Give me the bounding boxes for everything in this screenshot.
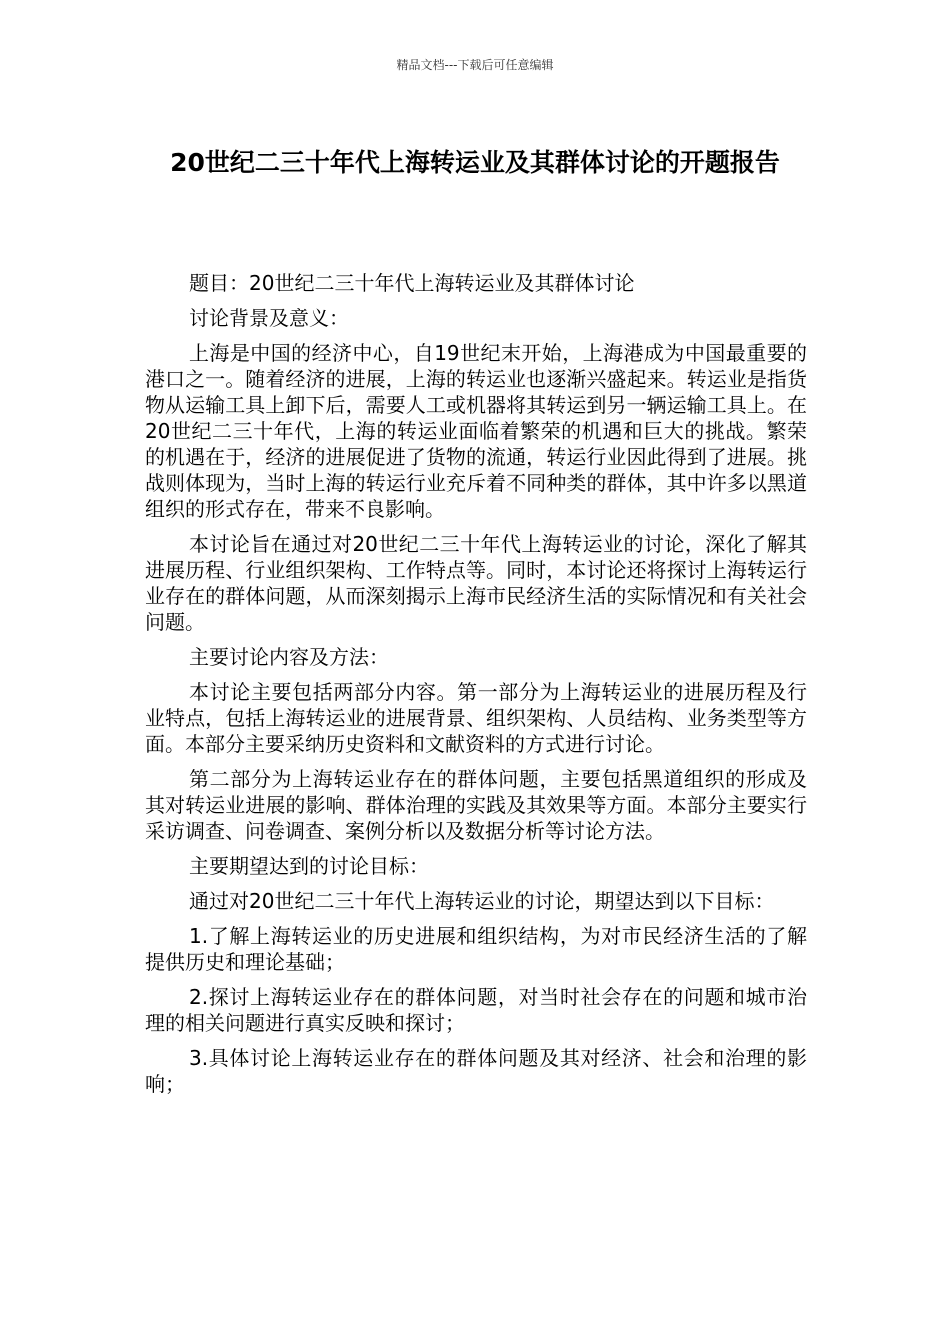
goal-item-2: 2.探讨上海转运业存在的群体问题，对当时社会存在的问题和城市治理的相关问题进行真实反映和探讨； xyxy=(145,985,807,1035)
header-note: 精品文档---下载后可任意编辑 xyxy=(396,58,554,72)
heading-content-methods: 主要讨论内容及方法： xyxy=(189,645,389,669)
paragraph-goals-intro: 通过对20世纪二三十年代上海转运业的讨论，期望达到以下目标： xyxy=(189,889,775,913)
paragraph-part-one: 本讨论主要包括两部分内容。第一部分为上海转运业的进展历程及行业特点，包括上海转运业的进展背景、组织架构、人员结构、业务类型等方面。本部分主要采纳历史资料和文献资料的方式进行讨论。 xyxy=(145,680,807,756)
paragraph-part-two: 第二部分为上海转运业存在的群体问题，主要包括黑道组织的形成及其对转运业进展的影响、群体治理的实践及其效果等方面。本部分主要实行采访调查、问卷调查、案例分析以及数据分析等讨论方法。 xyxy=(145,767,807,843)
paragraph-topic: 题目：20世纪二三十年代上海转运业及其群体讨论 xyxy=(189,271,635,295)
heading-background: 讨论背景及意义： xyxy=(189,306,349,330)
heading-goals: 主要期望达到的讨论目标： xyxy=(189,854,429,878)
document-title: 20世纪二三十年代上海转运业及其群体讨论的开题报告 xyxy=(170,148,780,177)
paragraph-purpose: 本讨论旨在通过对20世纪二三十年代上海转运业的讨论，深化了解其进展历程、行业组织架构、工作特点等。同时，本讨论还将探讨上海转运行业存在的群体问题，从而深刻揭示上海市民经济生活的实际情况和有关社会问题。 xyxy=(145,532,807,634)
goal-item-1: 1.了解上海转运业的历史进展和组织结构，为对市民经济生活的了解提供历史和理论基础； xyxy=(145,924,807,974)
goal-item-3: 3.具体讨论上海转运业存在的群体问题及其对经济、社会和治理的影响； xyxy=(145,1046,807,1096)
document-body xyxy=(145,270,807,1106)
paragraph-background: 上海是中国的经济中心，自19世纪末开始，上海港成为中国最重要的港口之一。随着经济的进展，上海的转运业也逐渐兴盛起来。转运业是指货物从运输工具上卸下后，需要人工或机器将其转运到另一辆运输工具上。在20世纪二三十年代，上海的转运业面临着繁荣的机遇和巨大的挑战。繁荣的机遇在于，经济的进展促进了货物的流通，转运行业因此得到了进展。挑战则体现为，当时上海的转运行业充斥着不同种类的群体，其中许多以黑道组织的形式存在，带来不良影响。 xyxy=(145,341,807,521)
